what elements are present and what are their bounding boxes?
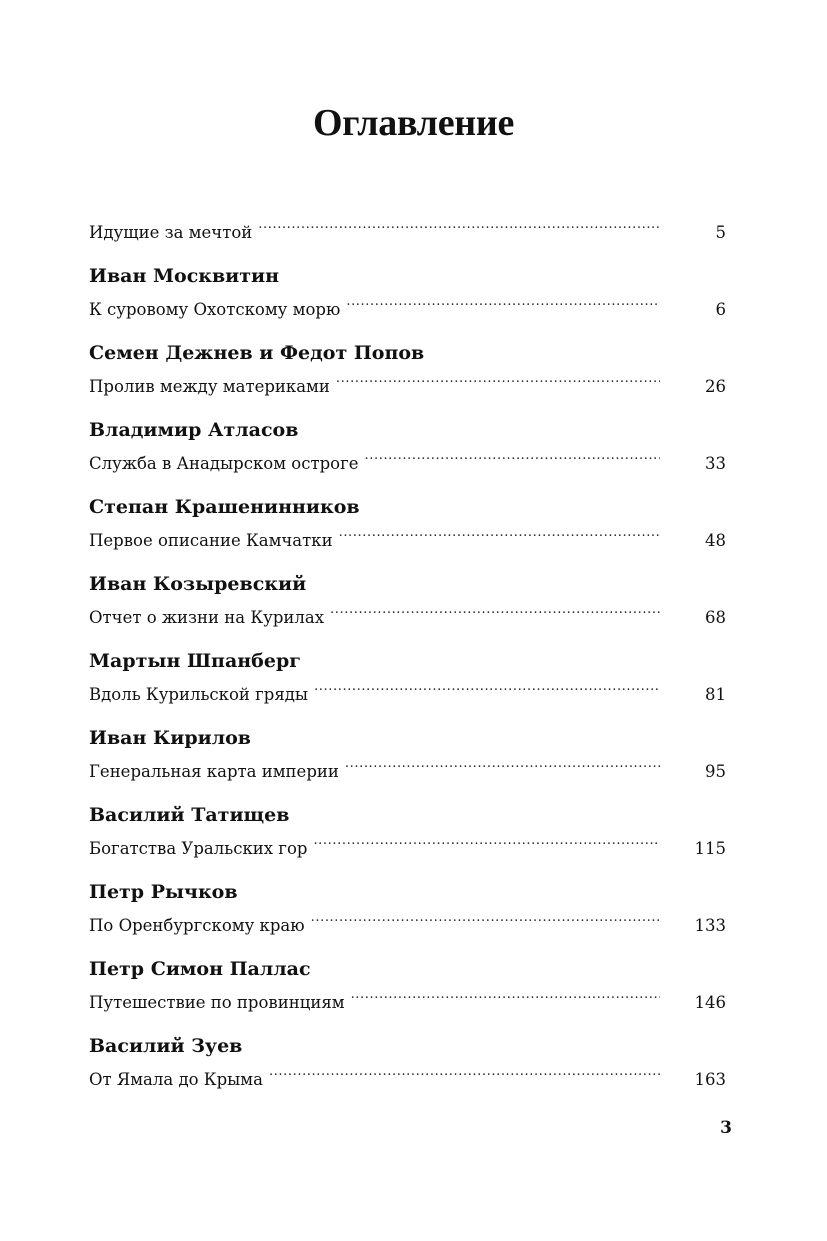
entry-title: Пролив между материками bbox=[89, 374, 336, 400]
entry-title: Вдоль Курильской гряды bbox=[89, 682, 314, 708]
page-number: 115 bbox=[694, 839, 726, 858]
toc-entry bbox=[89, 905, 726, 935]
page-number: 5 bbox=[715, 223, 726, 242]
toc-entry bbox=[89, 1059, 726, 1089]
entry-title: Первое описание Камчатки bbox=[89, 528, 339, 554]
toc-entry bbox=[89, 520, 726, 550]
page-number: 48 bbox=[705, 531, 726, 550]
author-heading: Иван Козыревский bbox=[89, 573, 307, 595]
author-heading: Иван Кирилов bbox=[89, 727, 252, 749]
toc-section bbox=[89, 648, 726, 704]
dot-leader bbox=[345, 751, 660, 777]
author-heading: Петр Рычков bbox=[89, 881, 238, 903]
toc-section bbox=[89, 571, 726, 627]
toc-entry bbox=[89, 366, 726, 396]
entry-title: По Оренбургскому краю bbox=[89, 913, 311, 939]
dot-leader bbox=[258, 212, 660, 238]
toc-entry bbox=[89, 982, 726, 1012]
page-number: 163 bbox=[694, 1070, 726, 1089]
dot-leader bbox=[339, 520, 660, 546]
toc-entry bbox=[89, 443, 726, 473]
author-heading: Петр Симон Паллас bbox=[89, 958, 311, 980]
toc-section bbox=[89, 956, 726, 1012]
toc-entry bbox=[89, 751, 726, 781]
dot-leader bbox=[330, 597, 660, 623]
toc-entry bbox=[89, 289, 726, 319]
page-number: 26 bbox=[705, 377, 726, 396]
entry-title: Служба в Анадырском остроге bbox=[89, 451, 365, 477]
entry-title: Богатства Уральских гор bbox=[89, 836, 313, 862]
page-number: 81 bbox=[705, 685, 726, 704]
toc-section bbox=[89, 1033, 726, 1089]
dot-leader bbox=[311, 905, 660, 931]
toc-entry bbox=[89, 212, 726, 242]
dot-leader bbox=[365, 443, 660, 469]
dot-leader bbox=[346, 289, 660, 315]
dot-leader bbox=[351, 982, 660, 1008]
dot-leader bbox=[269, 1059, 660, 1085]
page-number: 95 bbox=[705, 762, 726, 781]
page-folio-number: 3 bbox=[720, 1118, 732, 1138]
page-number: 6 bbox=[715, 300, 726, 319]
entry-title: Генеральная карта империи bbox=[89, 759, 345, 785]
toc-section bbox=[89, 725, 726, 781]
page-title: Оглавление bbox=[312, 102, 515, 144]
toc-section bbox=[89, 340, 726, 396]
author-heading: Степан Крашенинников bbox=[89, 496, 360, 518]
page-number: 133 bbox=[694, 916, 726, 935]
dot-leader bbox=[314, 674, 660, 700]
author-heading: Василий Зуев bbox=[89, 1035, 243, 1057]
author-heading: Иван Москвитин bbox=[89, 265, 280, 287]
author-heading: Василий Татищев bbox=[89, 804, 290, 826]
dot-leader bbox=[336, 366, 660, 392]
entry-title: К суровому Охотскому морю bbox=[89, 297, 346, 323]
page-number: 68 bbox=[705, 608, 726, 627]
toc-section bbox=[89, 802, 726, 858]
table-of-contents bbox=[89, 212, 726, 1110]
author-heading: Семен Дежнев и Федот Попов bbox=[89, 342, 425, 364]
entry-title: Путешествие по провинциям bbox=[89, 990, 351, 1016]
toc-section bbox=[89, 263, 726, 319]
dot-leader bbox=[313, 828, 660, 854]
toc-section bbox=[89, 494, 726, 550]
author-heading: Владимир Атласов bbox=[89, 419, 299, 441]
toc-section bbox=[89, 879, 726, 935]
toc-intro-entry bbox=[89, 212, 726, 242]
page-number: 146 bbox=[694, 993, 726, 1012]
toc-entry bbox=[89, 828, 726, 858]
author-heading: Мартын Шпанберг bbox=[89, 650, 301, 672]
toc-entry bbox=[89, 674, 726, 704]
entry-title: Отчет о жизни на Курилах bbox=[89, 605, 330, 631]
toc-entry bbox=[89, 597, 726, 627]
toc-section bbox=[89, 417, 726, 473]
entry-title: Идущие за мечтой bbox=[89, 220, 258, 246]
entry-title: От Ямала до Крыма bbox=[89, 1067, 269, 1093]
page-number: 33 bbox=[705, 454, 726, 473]
